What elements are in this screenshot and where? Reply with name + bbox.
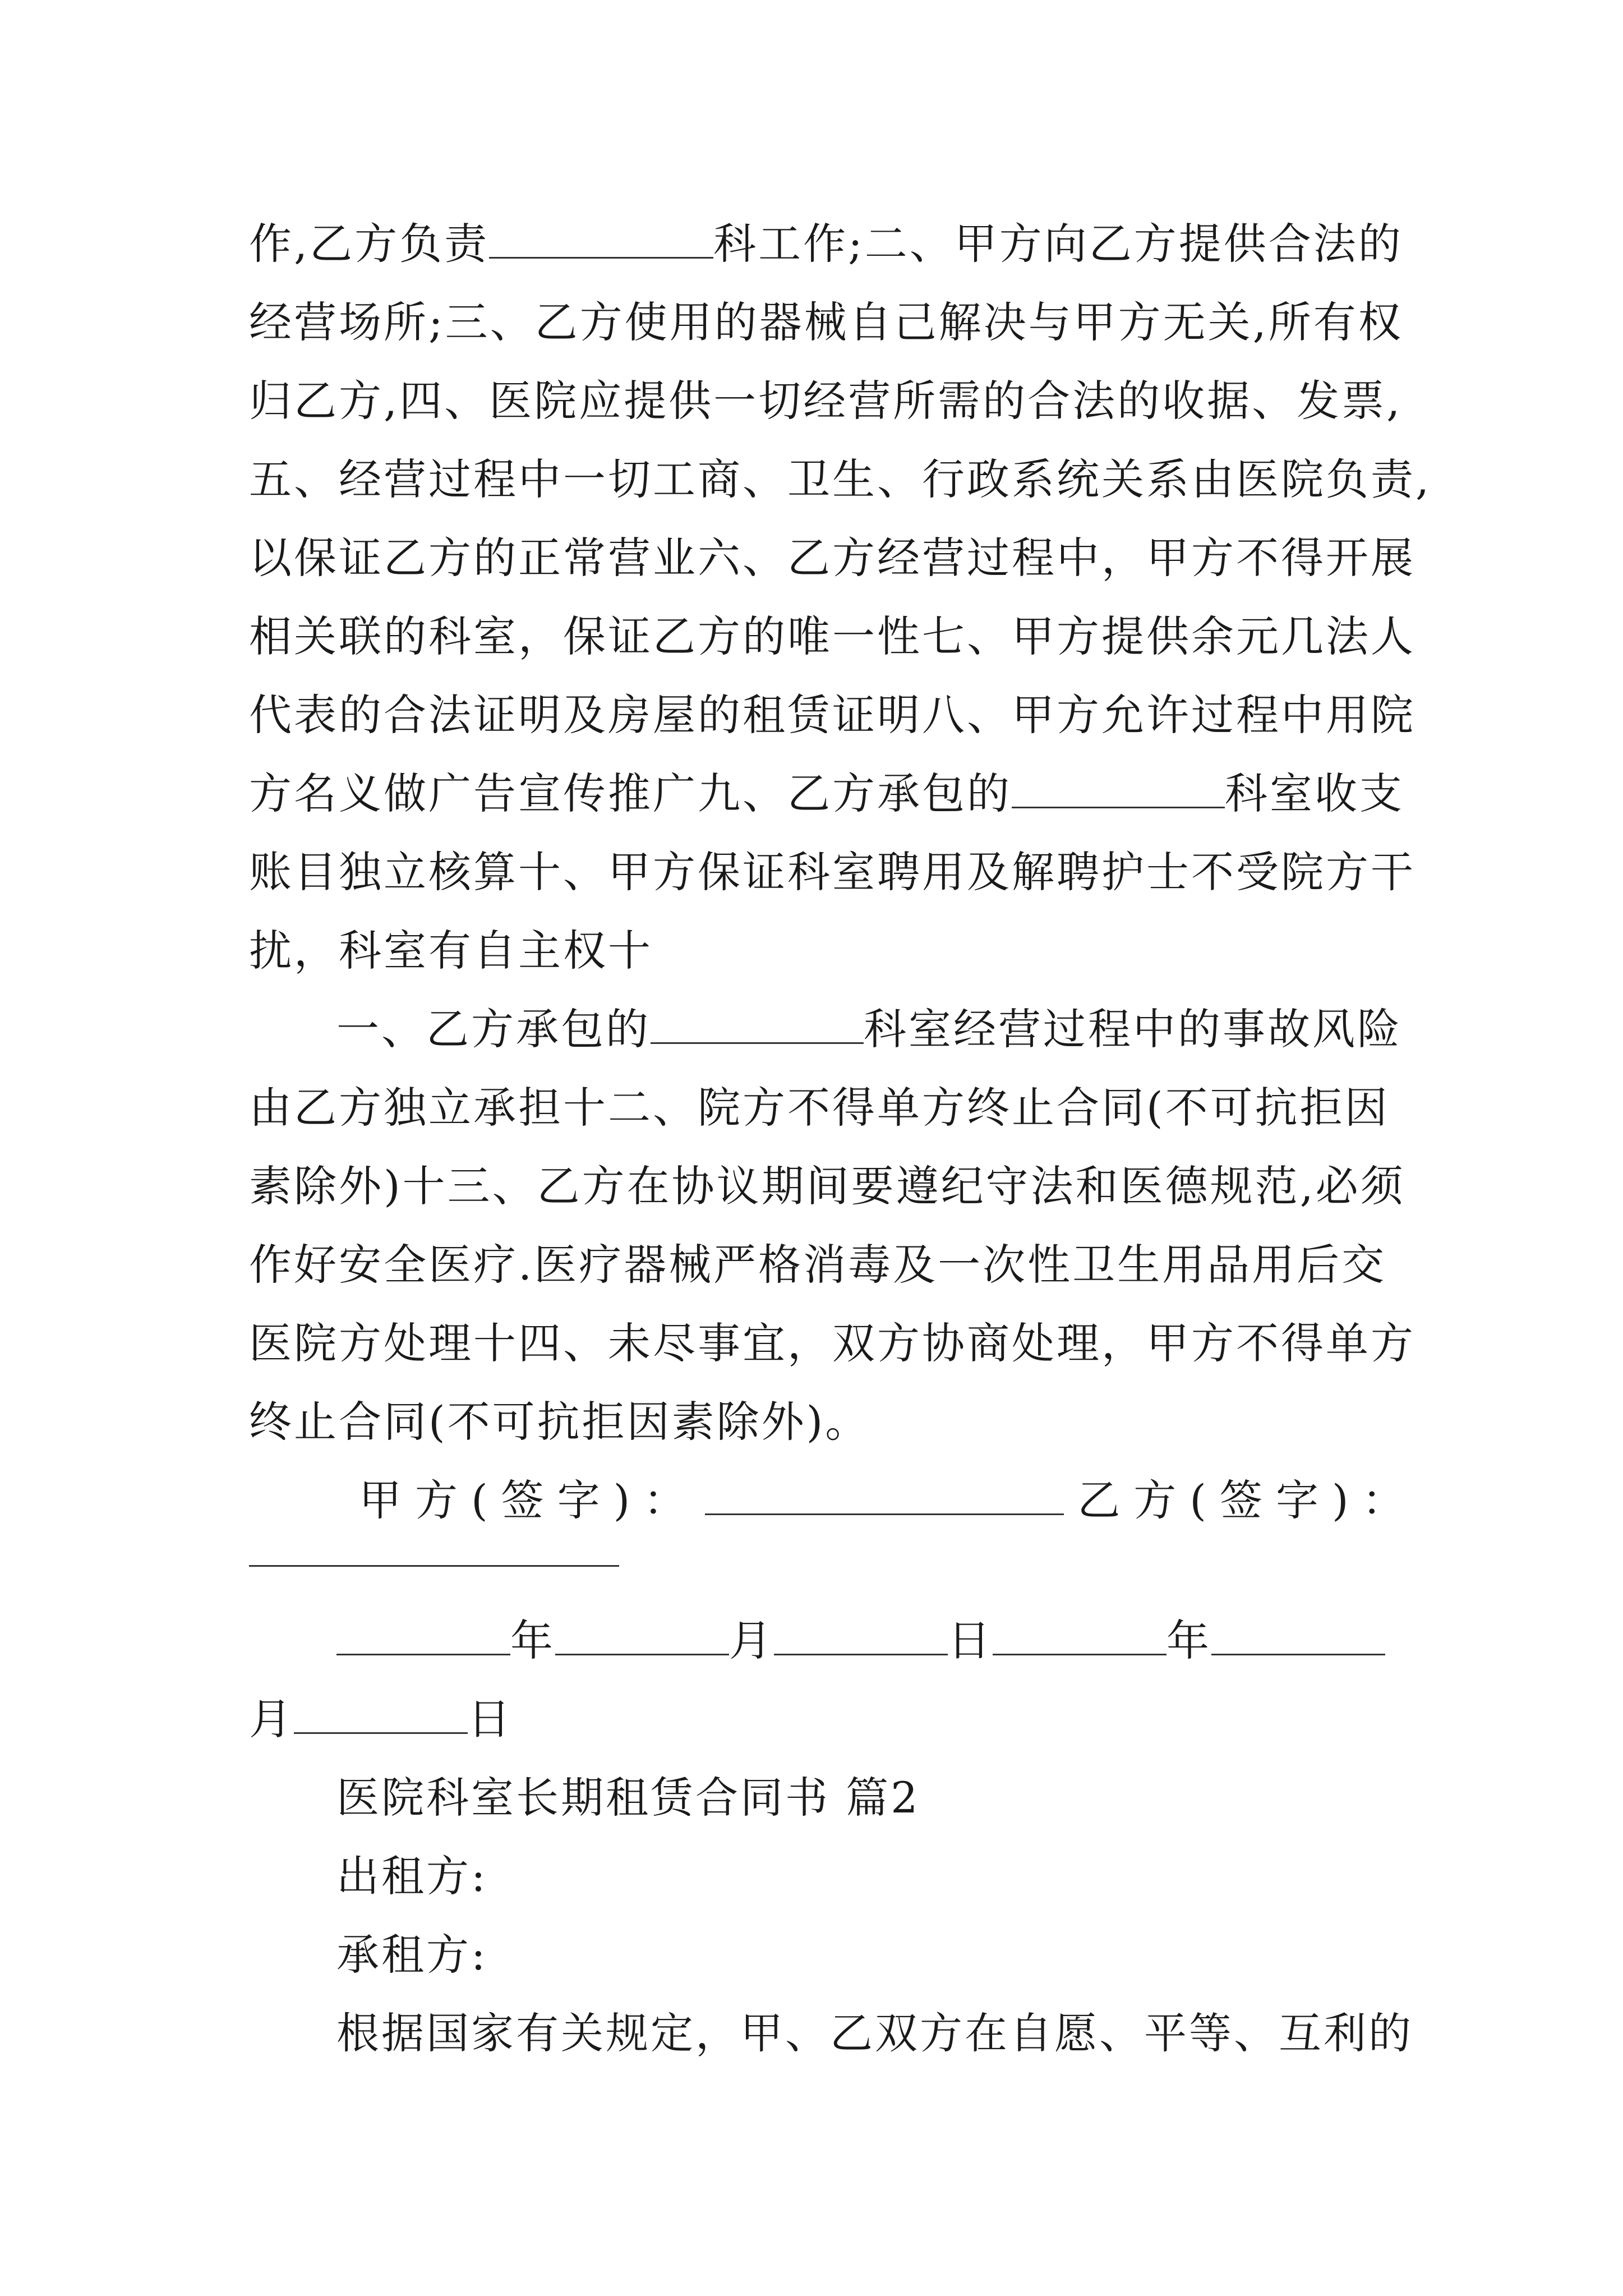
paragraph-line — [336, 990, 1475, 1069]
line-text: 相关联的科室，保证乙方的唯一性七、甲方提供余元几法人 — [249, 611, 1415, 661]
month-label: 月 — [249, 1694, 294, 1744]
lessor-label: 出租方: — [336, 1851, 488, 1901]
line-text: 一、乙方承包的 — [336, 1004, 651, 1054]
party-b-signature-label: 乙方(签字)： — [1077, 1475, 1418, 1525]
paragraph-line — [249, 362, 1403, 440]
paragraph-line — [249, 1069, 1390, 1147]
day-label: 日 — [468, 1694, 513, 1744]
line-text: 代表的合法证明及房屋的租赁证明八、甲方允许过程中用院 — [249, 690, 1415, 740]
fill-blank — [651, 1009, 864, 1044]
line-text: 终止合同(不可抗拒因素除外)。 — [249, 1397, 870, 1447]
party-b-signature-blank — [249, 1565, 619, 1567]
paragraph-line — [249, 1304, 1415, 1383]
paragraph-line — [249, 597, 1415, 676]
paragraph-line — [249, 833, 1415, 912]
fill-blank — [1012, 773, 1225, 808]
line-text: 科室经营过程中的事故风险 — [864, 1004, 1402, 1054]
day-blank — [774, 1620, 948, 1655]
line-text: 素除外)十三、乙方在协议期间要遵纪守法和医德规范,必须 — [249, 1161, 1405, 1211]
line-text: 五、经营过程中一切工商、卫生、行政系统关系由医院负责, — [249, 454, 1432, 504]
month-blank — [1211, 1620, 1385, 1655]
year-blank — [336, 1620, 510, 1655]
date-line — [336, 1602, 1475, 1680]
line-text: 由乙方独立承担十二、院方不得单方终止合同(不可抗拒因 — [249, 1083, 1390, 1133]
month-label: 月 — [729, 1616, 774, 1665]
year-label: 年 — [510, 1616, 555, 1665]
paragraph-line — [249, 1226, 1387, 1304]
signature-line — [359, 1461, 1497, 1540]
section-title: 医院科室长期租赁合同书 篇2 — [336, 1773, 920, 1823]
paragraph-line — [249, 519, 1415, 597]
line-text: 医院方处理十四、未尽事宜，双方协商处理，甲方不得单方 — [249, 1318, 1415, 1368]
line-text: 归乙方,四、医院应提供一切经营所需的合法的收据、发票, — [249, 376, 1403, 426]
year-blank — [993, 1620, 1166, 1655]
paragraph-line — [249, 676, 1415, 754]
date-line — [249, 1680, 1387, 1759]
line-text: 经营场所;三、乙方使用的器械自己解决与甲方无关,所有权 — [249, 297, 1403, 347]
lessee-label: 承租方: — [336, 1930, 488, 1980]
paragraph-line: 根据国家有关规定，甲、乙双方在自愿、平等、互利的 — [336, 2008, 1413, 2058]
paragraph-line — [249, 1383, 1387, 1461]
fill-blank — [489, 223, 713, 259]
party-a-signature-label: 甲方(签字)： — [359, 1475, 700, 1525]
month-blank — [555, 1620, 729, 1655]
paragraph-line — [249, 205, 1403, 283]
line-text: 账目独立核算十、甲方保证科室聘用及解聘护士不受院方干 — [249, 847, 1415, 897]
line-text: 方名义做广告宣传推广九、乙方承包的 — [249, 769, 1012, 818]
party-a-signature-blank — [705, 1480, 1064, 1515]
line-text: 作好安全医疗.医疗器械严格消毒及一次性卫生用品用后交 — [249, 1240, 1387, 1290]
line-text: 科工作;二、甲方向乙方提供合法的 — [713, 219, 1403, 269]
day-blank — [294, 1699, 468, 1734]
line-text: 扰，科室有自主权十 — [249, 926, 653, 976]
paragraph-line — [249, 283, 1403, 362]
year-label: 年 — [1166, 1616, 1211, 1665]
paragraph-line — [249, 912, 1387, 990]
day-label: 日 — [948, 1616, 993, 1665]
paragraph-line — [249, 754, 1404, 833]
paragraph-line — [249, 1147, 1405, 1226]
paragraph-line — [249, 440, 1432, 519]
line-text: 科室收支 — [1225, 769, 1404, 818]
line-text: 以保证乙方的正常营业六、乙方经营过程中，甲方不得开展 — [249, 533, 1415, 583]
line-text: 作,乙方负责 — [249, 219, 490, 269]
